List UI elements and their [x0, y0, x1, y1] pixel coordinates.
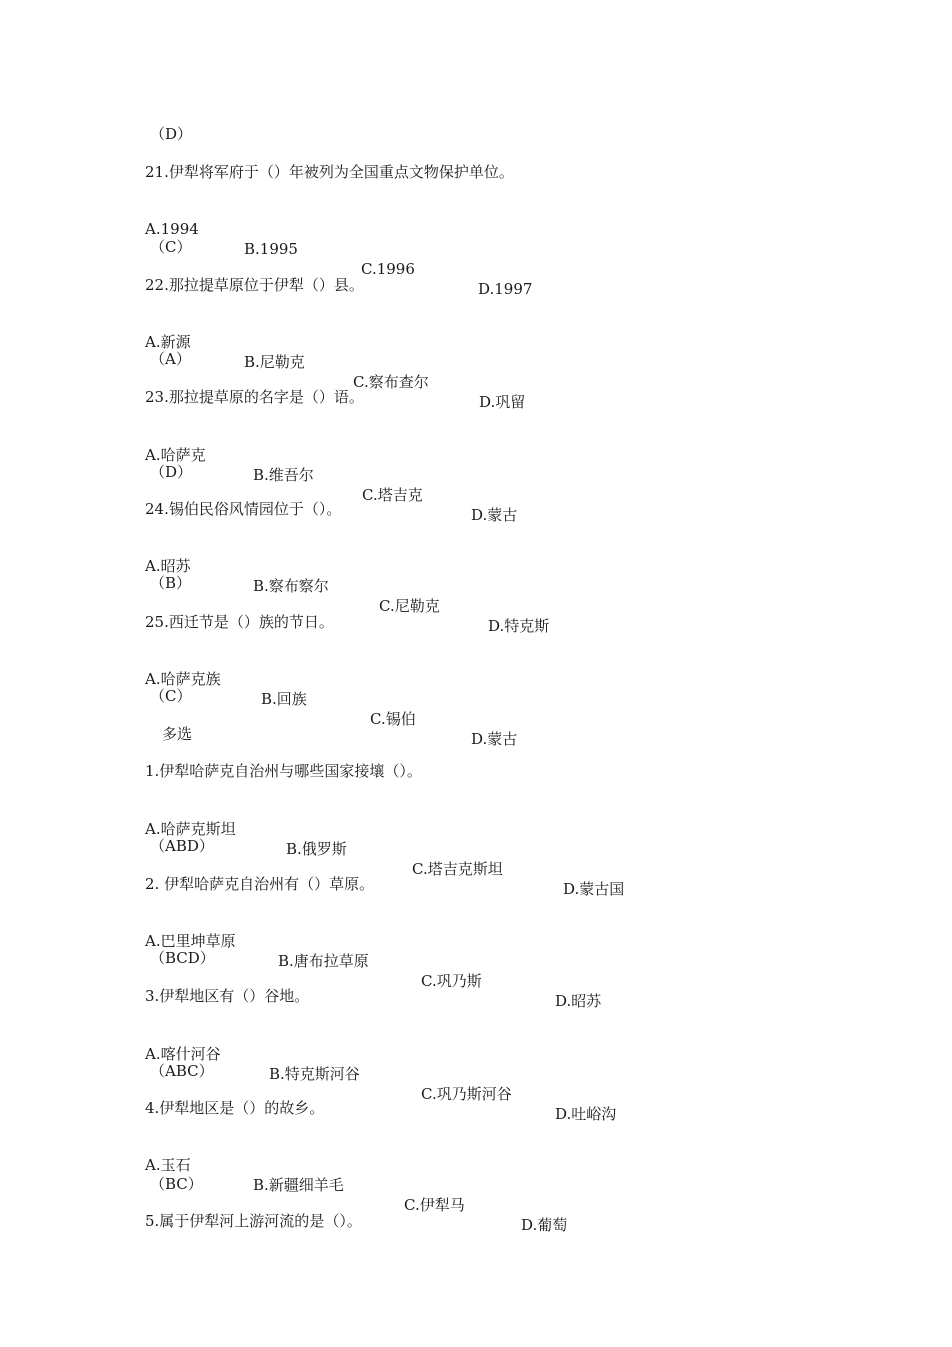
option-d: D.葡萄	[521, 1216, 568, 1234]
option-b: B.尼勒克	[244, 353, 305, 371]
option-a: A.昭苏	[145, 557, 191, 575]
option-a: A.哈萨克族	[145, 670, 221, 688]
question-line: 5.属于伊犁河上游河流的是（）。	[145, 1212, 362, 1230]
answer-line: （BC）	[150, 1175, 203, 1193]
option-d: D.昭苏	[555, 992, 602, 1010]
option-b: B.回族	[261, 690, 307, 708]
option-b: B.新疆细羊毛	[253, 1176, 344, 1194]
question-line: 24.锡伯民俗风情园位于（）。	[145, 500, 342, 518]
option-d: D.特克斯	[488, 617, 550, 635]
option-d: D.吐峪沟	[555, 1105, 617, 1123]
answer-line: （A）	[150, 350, 191, 368]
option-a: A.喀什河谷	[145, 1045, 221, 1063]
option-a: A.巴里坤草原	[145, 932, 236, 950]
question-line: 3.伊犁地区有（）谷地。	[145, 987, 310, 1005]
option-a: A.哈萨克	[145, 446, 206, 464]
answer-line: （D）	[150, 463, 193, 481]
question-line: 21.伊犁将军府于（）年被列为全国重点文物保护单位。	[145, 163, 514, 181]
answer-line: （ABC）	[150, 1062, 214, 1080]
option-b: B.1995	[244, 240, 298, 258]
question-line: 25.西迁节是（）族的节日。	[145, 613, 334, 631]
answer-line: （ABD）	[150, 837, 214, 855]
option-b: B.唐布拉草原	[278, 952, 369, 970]
option-a: A.新源	[145, 333, 191, 351]
question-line: 1.伊犁哈萨克自治州与哪些国家接壤（）。	[145, 762, 422, 780]
option-d: D.巩留	[479, 393, 526, 411]
option-c: C.1996	[361, 260, 415, 278]
answer-line: （D）	[150, 125, 193, 143]
option-a: A.哈萨克斯坦	[145, 820, 236, 838]
option-a: A.玉石	[145, 1156, 191, 1174]
question-line: 4.伊犁地区是（）的故乡。	[145, 1099, 325, 1117]
option-d: D.1997	[478, 280, 533, 298]
option-d: D.蒙古	[471, 506, 518, 524]
option-c: C.伊犁马	[404, 1196, 465, 1214]
option-c: C.巩乃斯河谷	[421, 1085, 512, 1103]
option-c: C.巩乃斯	[421, 972, 482, 990]
option-a: A.1994	[145, 220, 199, 238]
option-c: C.尼勒克	[379, 597, 440, 615]
option-c: C.察布查尔	[353, 373, 429, 391]
option-c: C.锡伯	[370, 710, 416, 728]
option-b: B.维吾尔	[253, 466, 314, 484]
question-line: 2. 伊犁哈萨克自治州有（）草原。	[145, 875, 375, 893]
option-b: B.特克斯河谷	[269, 1065, 360, 1083]
option-b: B.察布察尔	[253, 577, 329, 595]
answer-line: （C）	[150, 238, 192, 256]
answer-line: （C）	[150, 687, 192, 705]
answer-line: （B）	[150, 574, 192, 592]
answer-line: （BCD）	[150, 949, 215, 967]
option-d: D.蒙古国	[563, 880, 625, 898]
section-heading: 多选	[162, 725, 193, 743]
option-d: D.蒙古	[471, 730, 518, 748]
question-line: 22.那拉提草原位于伊犁（）县。	[145, 276, 364, 294]
question-line: 23.那拉提草原的名字是（）语。	[145, 388, 364, 406]
option-c: C.塔吉克	[362, 486, 423, 504]
option-c: C.塔吉克斯坦	[412, 860, 503, 878]
option-b: B.俄罗斯	[286, 840, 347, 858]
